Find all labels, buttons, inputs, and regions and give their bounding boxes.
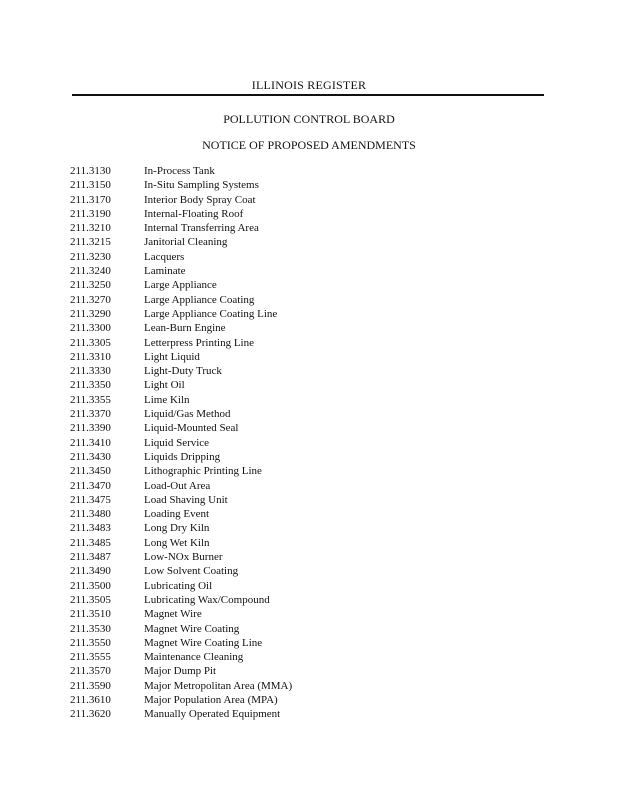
section-row bbox=[0, 350, 618, 364]
section-number: 211.3170 bbox=[70, 193, 111, 206]
section-term: Low Solvent Coating bbox=[144, 565, 239, 578]
section-term: Lubricating Wax/Compound bbox=[144, 593, 270, 606]
section-row bbox=[0, 664, 618, 678]
section-number: 211.3190 bbox=[70, 207, 111, 220]
section-term: In-Situ Sampling Systems bbox=[144, 179, 259, 192]
section-term: Loading Event bbox=[144, 508, 210, 521]
section-term: Manually Operated Equipment bbox=[144, 708, 281, 721]
section-term: Lubricating Oil bbox=[144, 579, 213, 592]
section-term: Interior Body Spray Coat bbox=[144, 193, 256, 206]
section-term: Lean-Burn Engine bbox=[144, 322, 226, 335]
section-number: 211.3130 bbox=[70, 165, 111, 177]
section-row bbox=[0, 607, 618, 621]
section-row bbox=[0, 536, 618, 550]
section-term: Load-Out Area bbox=[144, 479, 211, 492]
section-row bbox=[0, 579, 618, 593]
section-row bbox=[0, 264, 618, 278]
section-row bbox=[0, 421, 618, 435]
section-term: Magnet Wire Coating bbox=[144, 622, 240, 635]
header-divider bbox=[72, 94, 544, 96]
section-term: Magnet Wire bbox=[144, 608, 202, 621]
section-row bbox=[0, 293, 618, 307]
section-term: Load Shaving Unit bbox=[144, 493, 228, 506]
section-row bbox=[0, 521, 618, 535]
section-term: Large Appliance Coating Line bbox=[144, 307, 278, 320]
section-term: Long Dry Kiln bbox=[144, 522, 210, 535]
section-row bbox=[0, 650, 618, 664]
section-term: Liquid-Mounted Seal bbox=[144, 422, 239, 435]
section-row bbox=[0, 235, 618, 249]
section-row bbox=[0, 407, 618, 421]
section-row bbox=[0, 321, 618, 335]
section-term: Light Oil bbox=[144, 379, 185, 392]
section-number: 211.3500 bbox=[70, 579, 111, 592]
section-term: Letterpress Printing Line bbox=[144, 336, 254, 349]
section-number: 211.3590 bbox=[70, 679, 111, 692]
section-term: Liquid/Gas Method bbox=[144, 408, 231, 421]
section-number: 211.3570 bbox=[70, 665, 111, 678]
section-row bbox=[0, 450, 618, 464]
section-row bbox=[0, 207, 618, 221]
section-term: Liquids Dripping bbox=[144, 450, 221, 463]
section-number: 211.3610 bbox=[70, 693, 111, 706]
section-number: 211.3475 bbox=[70, 493, 111, 506]
section-term: Magnet Wire Coating Line bbox=[144, 636, 263, 649]
board-title: POLLUTION CONTROL BOARD bbox=[223, 112, 395, 126]
section-number: 211.3410 bbox=[70, 436, 111, 449]
section-number: 211.3355 bbox=[70, 393, 111, 406]
section-number: 211.3290 bbox=[70, 307, 111, 320]
section-term: Light-Duty Truck bbox=[144, 365, 222, 378]
section-number: 211.3510 bbox=[70, 608, 111, 621]
section-number: 211.3370 bbox=[70, 408, 111, 421]
section-row bbox=[0, 378, 618, 392]
section-term: Large Appliance bbox=[144, 279, 217, 292]
section-number: 211.3430 bbox=[70, 450, 111, 463]
section-number: 211.3305 bbox=[70, 336, 111, 349]
section-number: 211.3230 bbox=[70, 250, 111, 263]
section-term: Major Dump Pit bbox=[144, 665, 217, 678]
register-title: ILLINOIS REGISTER bbox=[251, 78, 367, 92]
section-term: Internal-Floating Roof bbox=[144, 207, 244, 220]
section-row bbox=[0, 336, 618, 350]
section-row bbox=[0, 636, 618, 650]
section-row bbox=[0, 393, 618, 407]
section-term: Major Metropolitan Area (MMA) bbox=[144, 679, 293, 692]
section-row bbox=[0, 307, 618, 321]
section-row bbox=[0, 364, 618, 378]
section-number: 211.3487 bbox=[70, 551, 111, 564]
section-number: 211.3270 bbox=[70, 293, 111, 306]
section-term: Lithographic Printing Line bbox=[144, 465, 262, 478]
section-row bbox=[0, 193, 618, 207]
section-term: Janitorial Cleaning bbox=[144, 236, 228, 249]
section-row bbox=[0, 507, 618, 521]
notice-title: NOTICE OF PROPOSED AMENDMENTS bbox=[202, 138, 416, 152]
section-row bbox=[0, 164, 618, 178]
section-row bbox=[0, 221, 618, 235]
section-number: 211.3505 bbox=[70, 593, 111, 606]
section-row bbox=[0, 464, 618, 478]
section-term: Low-NOx Burner bbox=[144, 551, 223, 564]
section-term: Liquid Service bbox=[144, 436, 210, 449]
section-number: 211.3150 bbox=[70, 179, 111, 192]
section-number: 211.3620 bbox=[70, 708, 111, 721]
section-number: 211.3210 bbox=[70, 222, 111, 235]
section-number: 211.3310 bbox=[70, 350, 111, 363]
section-row bbox=[0, 550, 618, 564]
section-number: 211.3215 bbox=[70, 236, 111, 249]
section-term: Maintenance Cleaning bbox=[144, 651, 244, 664]
section-number: 211.3480 bbox=[70, 508, 111, 521]
section-row bbox=[0, 479, 618, 493]
section-number: 211.3350 bbox=[70, 379, 111, 392]
section-number: 211.3300 bbox=[70, 322, 111, 335]
section-number: 211.3450 bbox=[70, 465, 111, 478]
section-row bbox=[0, 679, 618, 693]
section-term: Long Wet Kiln bbox=[144, 536, 210, 549]
section-number: 211.3485 bbox=[70, 536, 111, 549]
section-row bbox=[0, 564, 618, 578]
section-term: Lacquers bbox=[144, 250, 185, 263]
section-number: 211.3240 bbox=[70, 265, 111, 278]
section-term: Lime Kiln bbox=[144, 393, 190, 406]
section-row bbox=[0, 622, 618, 636]
section-row bbox=[0, 278, 618, 292]
section-number: 211.3530 bbox=[70, 622, 111, 635]
section-row bbox=[0, 250, 618, 264]
section-row bbox=[0, 707, 618, 721]
section-row bbox=[0, 436, 618, 450]
section-term: Major Population Area (MPA) bbox=[144, 693, 278, 706]
section-term: Large Appliance Coating bbox=[144, 293, 255, 306]
section-number: 211.3470 bbox=[70, 479, 111, 492]
section-list bbox=[0, 164, 618, 722]
section-number: 211.3330 bbox=[70, 365, 111, 378]
section-row bbox=[0, 178, 618, 192]
section-row bbox=[0, 493, 618, 507]
section-term: Light Liquid bbox=[144, 350, 200, 363]
section-number: 211.3550 bbox=[70, 636, 111, 649]
section-number: 211.3490 bbox=[70, 565, 111, 578]
section-number: 211.3250 bbox=[70, 279, 111, 292]
section-number: 211.3390 bbox=[70, 422, 111, 435]
section-row bbox=[0, 693, 618, 707]
section-number: 211.3483 bbox=[70, 522, 111, 535]
section-term: Internal Transferring Area bbox=[144, 222, 259, 235]
section-number: 211.3555 bbox=[70, 651, 111, 664]
section-term: Laminate bbox=[144, 265, 186, 278]
section-term: In-Process Tank bbox=[144, 165, 215, 177]
section-row bbox=[0, 593, 618, 607]
